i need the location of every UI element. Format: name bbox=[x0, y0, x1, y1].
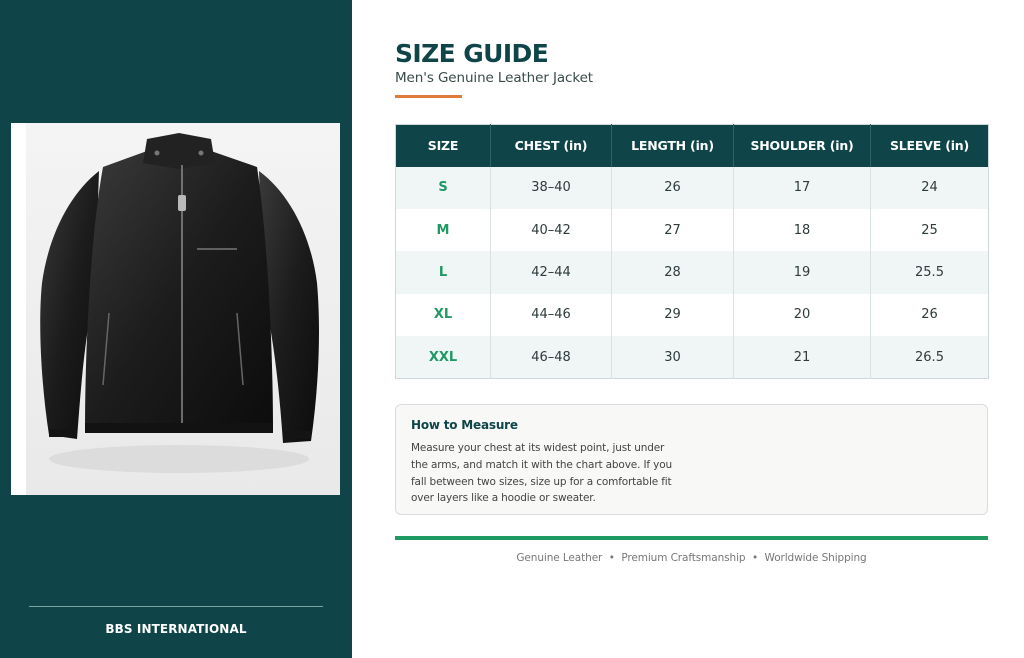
sidebar-panel bbox=[0, 0, 352, 658]
length-cell: 26 bbox=[612, 167, 734, 209]
shoulder-cell: 20 bbox=[734, 294, 871, 336]
column-header-chest: CHEST (in) bbox=[491, 125, 612, 167]
brand-name: BBS INTERNATIONAL bbox=[105, 622, 247, 636]
table-row bbox=[396, 209, 989, 251]
how-to-measure-box bbox=[395, 404, 988, 515]
product-photo bbox=[11, 123, 340, 495]
chest-cell: 40–42 bbox=[491, 209, 612, 251]
sleeve-cell: 24 bbox=[871, 167, 989, 209]
length-cell: 27 bbox=[612, 209, 734, 251]
sleeve-cell: 26 bbox=[871, 294, 989, 336]
shoulder-cell: 18 bbox=[734, 209, 871, 251]
how-to-measure-text: Measure your chest at its widest point, just under the arms, and match it with the chart above. If you fall between two sizes, size up for a comfortable fit over layers like a hoodie or sweater. bbox=[411, 442, 672, 505]
table-row bbox=[396, 294, 989, 336]
sleeve-cell: 25.5 bbox=[871, 251, 989, 293]
table-row bbox=[396, 167, 989, 209]
length-cell: 30 bbox=[612, 336, 734, 378]
length-cell: 29 bbox=[612, 294, 734, 336]
chest-cell: 38–40 bbox=[491, 167, 612, 209]
brand-divider bbox=[29, 606, 323, 607]
column-header-sleeve: SLEEVE (in) bbox=[871, 125, 989, 167]
chest-cell: 44–46 bbox=[491, 294, 612, 336]
title-accent-bar bbox=[395, 95, 462, 98]
sleeve-cell: 26.5 bbox=[871, 336, 989, 378]
shoulder-cell: 19 bbox=[734, 251, 871, 293]
size-cell: S bbox=[396, 167, 491, 209]
size-chart-table bbox=[395, 124, 989, 379]
size-cell: L bbox=[396, 251, 491, 293]
table-row bbox=[396, 251, 989, 293]
column-header-length: LENGTH (in) bbox=[612, 125, 734, 167]
column-header-size: SIZE bbox=[396, 125, 491, 167]
chest-cell: 46–48 bbox=[491, 336, 612, 378]
table-header-row bbox=[396, 125, 989, 167]
table-row bbox=[396, 336, 989, 378]
shoulder-cell: 21 bbox=[734, 336, 871, 378]
page-title: SIZE GUIDE bbox=[395, 39, 549, 68]
size-cell: XXL bbox=[396, 336, 491, 378]
size-cell: M bbox=[396, 209, 491, 251]
chest-cell: 42–44 bbox=[491, 251, 612, 293]
footer-divider bbox=[395, 536, 988, 540]
length-cell: 28 bbox=[612, 251, 734, 293]
footer-tagline: Genuine Leather • Premium Craftsmanship • Worldwide Shipping bbox=[516, 552, 867, 564]
sleeve-cell: 25 bbox=[871, 209, 989, 251]
leather-jacket-image bbox=[11, 123, 340, 495]
how-to-measure-heading: How to Measure bbox=[411, 418, 518, 432]
page-subtitle: Men's Genuine Leather Jacket bbox=[395, 70, 593, 86]
shoulder-cell: 17 bbox=[734, 167, 871, 209]
size-cell: XL bbox=[396, 294, 491, 336]
column-header-shoulder: SHOULDER (in) bbox=[734, 125, 871, 167]
